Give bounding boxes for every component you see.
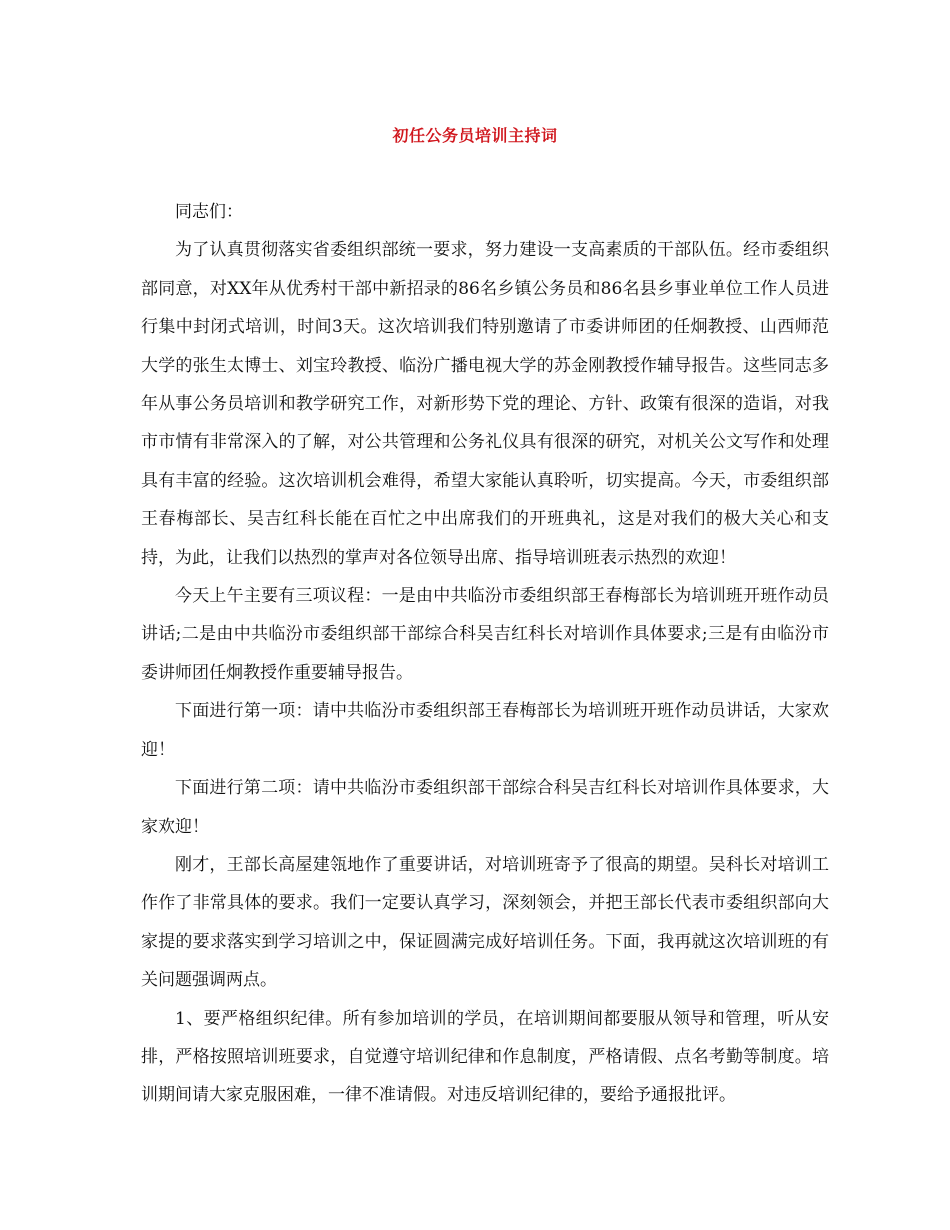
summary-paragraph: 刚才，王部长高屋建瓴地作了重要讲话，对培训班寄予了很高的期望。吴科长对培训工作作了非常具体的要求。我们一定要认真学习，深刻领会，并把王部长代表市委组织部向大家提的要求落实到学习培训之中，保证圆满完成好培训任务。下面，我再就这次培训班的有关问题强调两点。 [141, 854, 829, 991]
salutation-paragraph: 同志们： [175, 202, 243, 222]
intro-paragraph: 为了认真贯彻落实省委组织部统一要求，努力建设一支高素质的干部队伍。经市委组织部同意，对XX年从优秀村干部中新招录的86名乡镇公务员和86名县乡事业单位工作人员进行集中封闭式培训，时间3天。这次培训我们特别邀请了市委讲师团的任炯教授、山西师范大学的张生太博士、刘宝玲教授、临汾广播电视大学的苏金刚教授作辅导报告。这些同志多年从事公务员培训和教学研究工作，对新形势下党的理论、方针、政策有很深的造诣，对我市市情有非常深入的了解，对公共管理和公务礼仪具有很深的研究，对机关公文写作和处理具有丰富的经验。这次培训机会难得，希望大家能认真聆听，切实提高。今天，市委组织部王春梅部长、吴吉红科长能在百忙之中出席我们的开班典礼，这是对我们的极大关心和支持，为此，让我们以热烈的掌声对各位领导出席、指导培训班表示热烈的欢迎！ [141, 240, 829, 568]
document-body [141, 193, 829, 1115]
document-title: 初任公务员培训主持词 [392, 126, 558, 145]
discipline-paragraph: 1、要严格组织纪律。所有参加培训的学员，在培训期间都要服从领导和管理，听从安排，严格按照培训班要求，自觉遵守培训纪律和作息制度，严格请假、点名考勤等制度。培训期间请大家克服困难，一律不准请假。对违反培训纪律的，要给予通报批评。 [141, 1008, 829, 1106]
item-two-paragraph: 下面进行第二项：请中共临汾市委组织部干部综合科吴吉红科长对培训作具体要求，大家欢迎！ [141, 778, 829, 837]
item-one-paragraph: 下面进行第一项：请中共临汾市委组织部王春梅部长为培训班开班作动员讲话，大家欢迎！ [141, 701, 829, 760]
agenda-paragraph: 今天上午主要有三项议程：一是由中共临汾市委组织部王春梅部长为培训班开班作动员讲话;二是由中共临汾市委组织部干部综合科吴吉红科长对培训作具体要求;三是有由临汾市委讲师团任炯教授作重要辅导报告。 [141, 586, 829, 683]
